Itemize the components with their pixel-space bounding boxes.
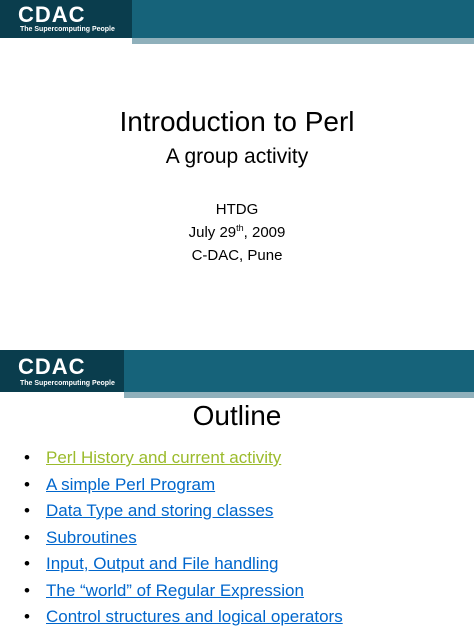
date-month-day: July 29 <box>188 224 237 241</box>
outline-item <box>24 581 343 608</box>
header-stripe <box>132 38 474 44</box>
outline-item <box>24 501 343 528</box>
cdac-logo <box>0 350 124 392</box>
slide-subtitle: A group activity <box>165 145 309 168</box>
outline-slide <box>0 350 474 632</box>
logo-wordmark: CDAC <box>18 2 86 27</box>
outline-link-regex[interactable]: The “world” of Regular Expression <box>46 580 304 600</box>
date-year: , 2009 <box>243 224 286 241</box>
bullet-icon: • <box>24 527 30 547</box>
outline-item <box>24 528 343 555</box>
bullet-icon: • <box>24 501 30 520</box>
outline-link-simple-program[interactable]: A simple Perl Program <box>46 474 216 494</box>
outline-item <box>24 448 343 475</box>
outline-link-control-structures[interactable]: Control structures and logical operators <box>46 607 343 626</box>
date-ordinal-suffix: th <box>236 223 244 233</box>
logo-wordmark: CDAC <box>18 354 86 379</box>
cdac-logo <box>0 0 132 38</box>
logo-tagline: The Supercomputing People <box>20 26 115 33</box>
presentation-date <box>0 224 474 242</box>
outline-item <box>24 475 343 502</box>
outline-title: Outline <box>192 400 282 431</box>
presentation-location: C-DAC, Pune <box>191 247 283 264</box>
presenter-group: HTDG <box>215 201 259 218</box>
outline-item <box>24 554 343 581</box>
outline-list <box>24 448 343 634</box>
outline-link-subroutines[interactable]: Subroutines <box>46 527 137 547</box>
bullet-icon: • <box>24 554 30 573</box>
bullet-icon: • <box>24 580 30 600</box>
bullet-icon: • <box>24 607 30 626</box>
bullet-icon: • <box>24 448 30 467</box>
outline-link-history[interactable]: Perl History and current activity <box>46 448 282 467</box>
logo-tagline: The Supercomputing People <box>20 380 115 387</box>
header-stripe <box>124 392 474 398</box>
outline-link-io-files[interactable]: Input, Output and File handling <box>46 554 279 573</box>
outline-item <box>24 607 343 634</box>
bullet-icon: • <box>24 474 30 494</box>
outline-link-data-types[interactable]: Data Type and storing classes <box>46 501 274 520</box>
slide-title: Introduction to Perl <box>119 106 355 137</box>
slide-header <box>0 0 474 38</box>
slide-header <box>0 350 474 392</box>
